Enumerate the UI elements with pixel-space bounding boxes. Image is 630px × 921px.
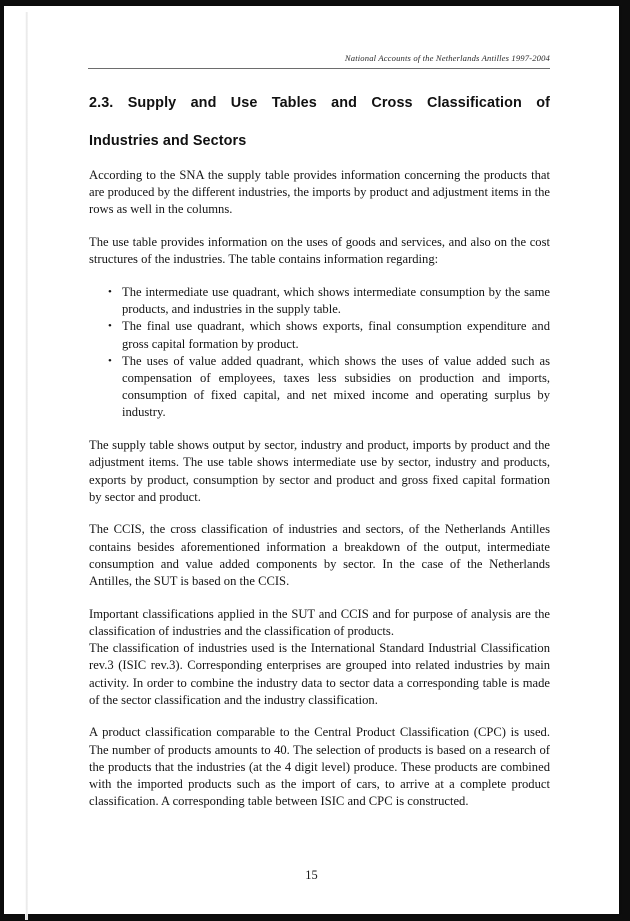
paragraph-isic-classification: The classification of industries used is the International Standard Industrial Classification rev.3 (ISIC rev.3). Corresponding enterprises are grouped into related industries by main activity. In order to combine the industry data to sector data a corresponding table is made of the sector classification and the industry classification.	[89, 641, 550, 707]
section-heading	[89, 94, 550, 151]
document-page	[4, 6, 619, 914]
bullet-icon: •	[108, 286, 112, 299]
page-number: 15	[305, 868, 318, 882]
bullet-icon: •	[108, 320, 112, 333]
paragraph-important-classifications: Important classifications applied in the SUT and CCIS and for purpose of analysis are the classification of industries and the classification of products.	[89, 606, 550, 638]
paragraph-ccis-description: The CCIS, the cross classification of industries and sectors, of the Netherlands Antilles contains besides aforementioned information a breakdown of the output, intermediate consumption and value added components by sector. In the case of the Netherlands Antilles, the SUT is based on the CCIS.	[89, 522, 550, 589]
paragraph-supply-table-intro: According to the SNA the supply table provides information concerning the products that are produced by the different industries, the imports by product and adjustment items in the rows as well in the columns.	[89, 168, 550, 217]
page-content	[89, 94, 550, 826]
bullet-icon: •	[108, 354, 112, 367]
use-table-quadrant-list	[89, 284, 550, 422]
section-heading-line-1: 2.3. Supply and Use Tables and Cross Classification of	[89, 95, 550, 111]
running-header-title: National Accounts of the Netherlands Antilles 1997-2004	[344, 53, 550, 63]
list-item	[108, 353, 550, 422]
list-item	[108, 318, 550, 352]
paragraph-cpc-classification: A product classification comparable to the Central Product Classification (CPC) is used. The number of products amounts to 40. The selection of products is based on a research of the products that the industries (at the 4 digit level) produce. These products are combined with the imported products such as the import of cars, to arrive at a complete product classification. A corresponding table between ISIC and CPC is constructed.	[89, 725, 550, 809]
paragraph-supply-use-contents: The supply table shows output by sector, industry and product, imports by product and the adjustment items. The use table shows intermediate use by sector, industry and products, exports by product, consumption by sector and product and gross fixed capital formation by sector and product.	[89, 438, 550, 504]
header-divider-rule	[88, 68, 550, 69]
list-item-text: The intermediate use quadrant, which shows intermediate consumption by the same products, and industries in the supply table.	[122, 285, 550, 317]
paragraph-use-table-intro: The use table provides information on the uses of goods and services, and also on the cost structures of the industries. The table contains information regarding:	[89, 235, 550, 267]
list-item-text: The final use quadrant, which shows exports, final consumption expenditure and gross capital formation by product.	[122, 319, 550, 351]
list-item	[108, 284, 550, 318]
section-heading-line-2: Industries and Sectors	[89, 133, 247, 149]
list-item-text: The uses of value added quadrant, which shows the uses of value added such as compensation of employees, taxes less subsidies on production and imports, consumption of fixed capital, and net mixed income and operating surplus by industry.	[122, 353, 550, 420]
scan-crease-artifact	[25, 12, 28, 920]
